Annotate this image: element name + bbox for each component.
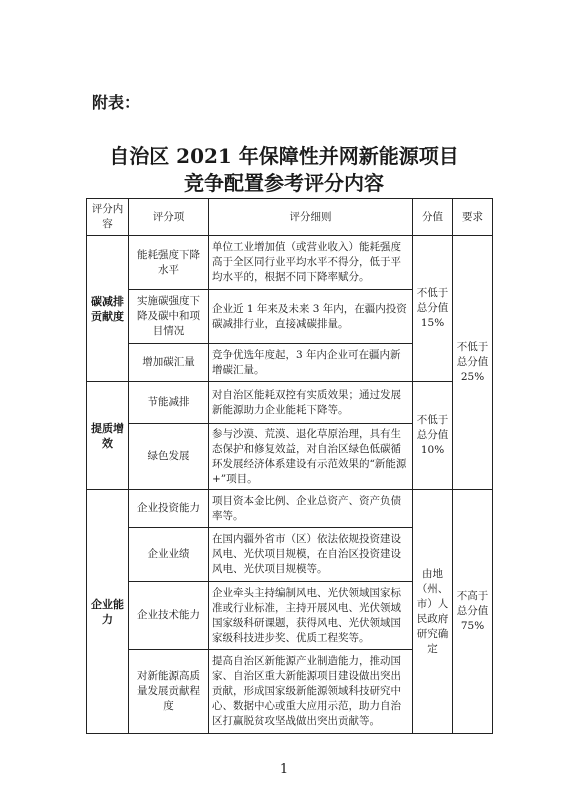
table-row [87, 382, 493, 424]
requirement-capability: 不高于总分值75% [453, 490, 493, 734]
detail-cell: 在国内疆外省市（区）依法依规投资建设风电、光伏项目规模，在自治区投资建设风电、光伏项目规模等。 [209, 528, 413, 582]
item-cell: 企业技术能力 [129, 582, 209, 650]
document-title-line-2: 竞争配置参考评分内容 [184, 171, 384, 195]
score-capability: 由地（州、市）人民政府研究确定 [413, 490, 453, 734]
requirement-carbon-quality: 不低于总分值25% [453, 236, 493, 490]
detail-cell: 参与沙漠、荒漠、退化草原治理，具有生态保护和修复效益，对自治区绿色低碳循环发展经济体系建设有示范效果的“新能源+”项目。 [209, 424, 413, 490]
item-cell: 对新能源高质量发展贡献程度 [129, 650, 209, 734]
detail-cell: 项目资本金比例、企业总资产、资产负债率等。 [209, 490, 413, 528]
page-number: 1 [279, 762, 289, 777]
detail-cell: 企业牵头主持编制风电、光伏领域国家标准或行业标准，主持开展风电、光伏领域国家级科研课题，获得风电、光伏领域国家级科技进步奖、优质工程奖等。 [209, 582, 413, 650]
item-cell: 企业投资能力 [129, 490, 209, 528]
item-cell: 节能减排 [129, 382, 209, 424]
detail-cell: 对自治区能耗双控有实质效果；通过发展新能源助力企业能耗下降等。 [209, 382, 413, 424]
item-cell: 绿色发展 [129, 424, 209, 490]
category-capability: 企业能力 [87, 490, 129, 734]
item-cell: 增加碳汇量 [129, 344, 209, 382]
category-carbon: 碳减排贡献度 [87, 236, 129, 382]
item-cell: 实施碳强度下降及碳中和项目情况 [129, 290, 209, 344]
document-title-line-1: 自治区 2021 年保障性并网新能源项目 [109, 144, 459, 168]
detail-cell: 竞争优选年度起，3 年内企业可在疆内新增碳汇量。 [209, 344, 413, 382]
score-carbon: 不低于总分值15% [413, 236, 453, 382]
detail-cell: 单位工业增加值（或营业收入）能耗强度高于全区同行业平均水平不得分，低于平均水平的，根据不同下降率赋分。 [209, 236, 413, 290]
item-cell: 企业业绩 [129, 528, 209, 582]
detail-cell: 提高自治区新能源产业制造能力，推动国家、自治区重大新能源项目建设做出突出贡献，形成国家级新能源领域科技研究中心、数据中心或重大应用示范，助力自治区打赢脱贫攻坚战做出突出贡献等。 [209, 650, 413, 734]
detail-cell: 企业近 1 年来及未来 3 年内，在疆内投资碳减排行业，直接减碳排量。 [209, 290, 413, 344]
header-detail: 评分细则 [209, 199, 413, 236]
header-requirement: 要求 [453, 199, 493, 236]
scoring-table [86, 198, 493, 734]
category-quality: 提质增效 [87, 382, 129, 490]
header-category: 评分内容 [87, 199, 129, 236]
score-quality: 不低于总分值10% [413, 382, 453, 490]
header-score: 分值 [413, 199, 453, 236]
item-cell: 能耗强度下降水平 [129, 236, 209, 290]
table-header-row [87, 199, 493, 236]
appendix-label: 附表： [92, 93, 141, 112]
table-row [87, 490, 493, 528]
header-item: 评分项 [129, 199, 209, 236]
table-row [87, 236, 493, 290]
